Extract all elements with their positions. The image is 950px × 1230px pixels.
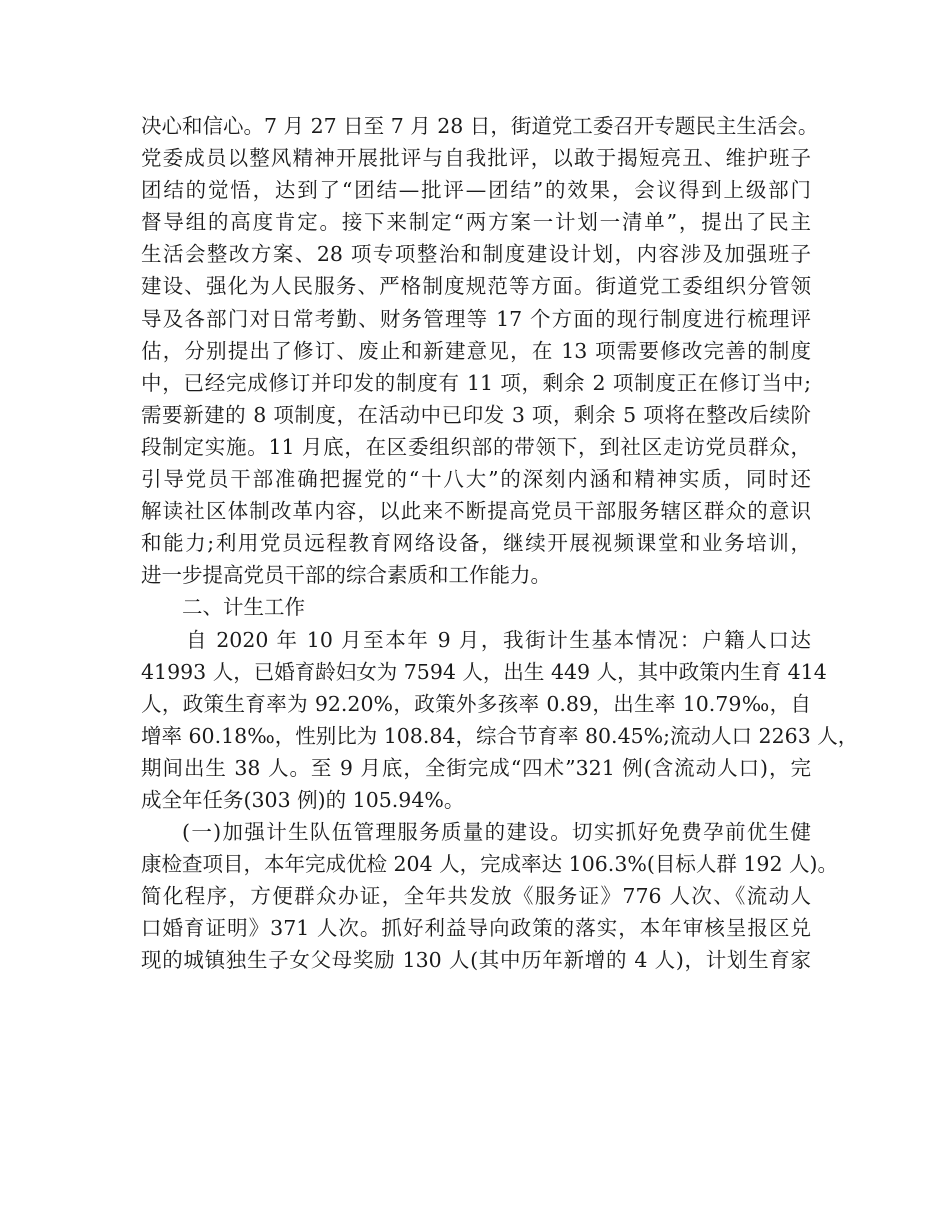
text-line: 段制定实施。11 月底，在区委组织部的带领下，到社区走访党员群众， bbox=[141, 434, 811, 459]
text-line: 简化程序，方便群众办证，全年共发放《服务证》776 人次、《流动人 bbox=[141, 884, 811, 909]
text-line: 自 2020 年 10 月至本年 9 月，我街计生基本情况：户籍人口达 bbox=[186, 627, 811, 652]
text-line: 生活会整改方案、28 项专项整治和制度建设计划，内容涉及加强班子 bbox=[141, 242, 811, 267]
section-heading: 二、计生工作 bbox=[182, 595, 305, 620]
document-body bbox=[141, 110, 859, 977]
text-line: 估，分别提出了修订、废止和新建意见，在 13 项需要修改完善的制度 bbox=[141, 338, 811, 363]
text-line: 引导党员干部准确把握党的“十八大”的深刻内涵和精神实质，同时还 bbox=[141, 467, 811, 492]
text-line: 现的城镇独生子女父母奖励 130 人(其中历年新增的 4 人)，计划生育家 bbox=[141, 948, 811, 973]
text-line: 决心和信心。7 月 27 日至 7 月 28 日，街道党工委召开专题民主生活会。 bbox=[141, 114, 819, 138]
text-line: 康检查项目，本年完成优检 204 人，完成率达 106.3%(目标人群 192 人)。 bbox=[141, 852, 838, 877]
text-line: 需要新建的 8 项制度，在活动中已印发 3 项，剩余 5 项将在整改后续阶 bbox=[141, 402, 811, 427]
text-line: 口婚育证明》371 人次。抓好利益导向政策的落实，本年审核呈报区兑 bbox=[141, 916, 811, 941]
text-line: 建设、强化为人民服务、严格制度规范等方面。街道党工委组织分管领 bbox=[141, 274, 811, 299]
text-line: 和能力;利用党员远程教育网络设备，继续开展视频课堂和业务培训， bbox=[141, 531, 811, 556]
text-line: 督导组的高度肯定。接下来制定“两方案一计划一清单”，提出了民主 bbox=[141, 210, 811, 235]
text-line: 成全年任务(303 例)的 105.94%。 bbox=[141, 787, 465, 812]
text-line: 41993 人，已婚育龄妇女为 7594 人，出生 449 人，其中政策内生育 414 bbox=[141, 659, 827, 684]
text-line: 中，已经完成修订并印发的制度有 11 项，剩余 2 项制度正在修订当中; bbox=[141, 370, 811, 395]
text-line: (一)加强计生队伍管理服务质量的建设。切实抓好免费孕前优生健 bbox=[182, 820, 811, 845]
text-line: 增率 60.18‰，性别比为 108.84，综合节育率 80.45%;流动人口 2263 人， bbox=[141, 723, 859, 748]
text-line: 进一步提高党员干部的综合素质和工作能力。 bbox=[141, 563, 551, 588]
text-line: 党委成员以整风精神开展批评与自我批评，以敢于揭短亮丑、维护班子 bbox=[141, 146, 811, 171]
text-line: 期间出生 38 人。至 9 月底，全街完成“四术”321 例(含流动人口)，完 bbox=[141, 755, 811, 780]
text-line: 人，政策生育率为 92.20%，政策外多孩率 0.89，出生率 10.79‰，自 bbox=[141, 691, 811, 716]
text-line: 解读社区体制改革内容，以此来不断提高党员干部服务辖区群众的意识 bbox=[141, 499, 811, 524]
text-line: 团结的觉悟，达到了“团结—批评—团结”的效果，会议得到上级部门 bbox=[141, 178, 811, 203]
text-line: 导及各部门对日常考勤、财务管理等 17 个方面的现行制度进行梳理评 bbox=[141, 306, 811, 331]
